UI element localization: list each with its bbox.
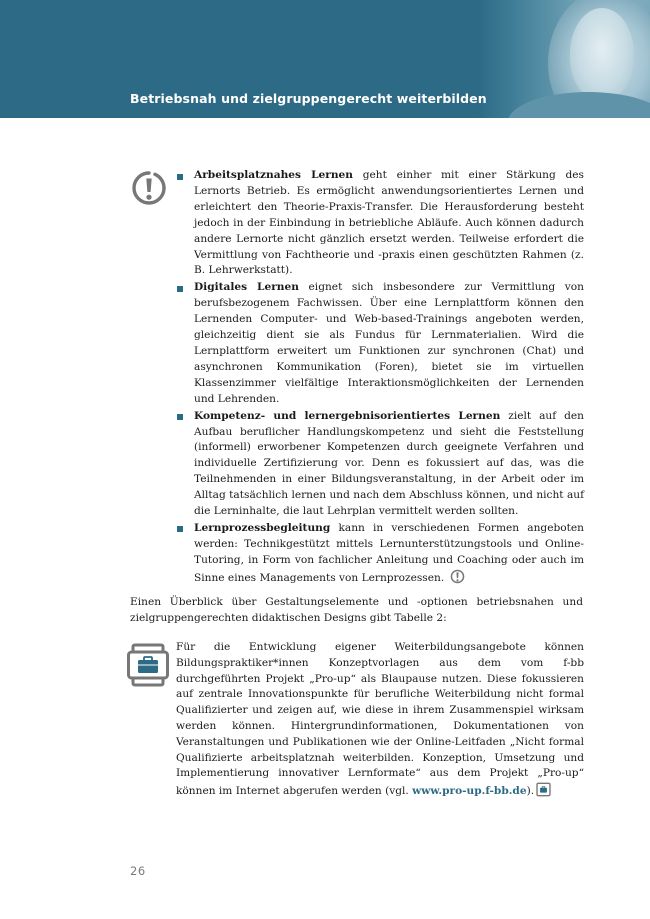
bullet-square	[177, 174, 183, 180]
bullet-term: Arbeitsplatznahes Lernen	[194, 169, 353, 181]
header-photo	[478, 0, 650, 118]
photo-shoulder	[508, 92, 650, 118]
bullet-item	[176, 280, 584, 407]
briefcase-icon	[127, 643, 169, 687]
bullet-term: Lernprozessbegleitung	[194, 521, 331, 534]
info-box-suffix: ).	[526, 785, 535, 798]
bullet-text: zielt auf den Aufbau beruflicher Handlungskompetenz und sieht die Feststellung (informell) erworbener Kompetenzen durch geeignete Verfahren und individuelle Zertifizierung vor. Denn es fokussiert auf das, was die Teilnehmenden in einer Bildungsveranstaltung, in der Arbeit oder im Alltag tatsächlich lernen und nach dem Abschluss können, und nicht auf die Lerninhalte, die laut Lehrplan vermittelt werden sollten.	[194, 409, 584, 518]
bullet-text: geht einher mit einer Stärkung des Lernorts Betrieb. Es ermöglicht anwendungsorientiertes Lernen und erleichtert den Theorie-Praxis-Transfer. Die Herausforderung besteht jedoch in der Einbindung in betriebliche Abläufe. Auch können dadurch andere Lernorte nicht gänzlich ersetzt werden. Teilweise erfordert die Vermittlung von Fachtheorie und -praxis einen geschützten Rahmen (z. B. Lehrwerkstatt).	[194, 169, 584, 277]
bullet-square	[177, 286, 183, 292]
bullet-square	[177, 526, 183, 532]
photo-face	[570, 8, 634, 100]
bullet-term: Kompetenz- und lernergebnisorientiertes Lernen	[194, 409, 501, 422]
exclamation-icon	[450, 569, 465, 584]
intro-paragraph: Einen Überblick über Gestaltungselemente und -optionen betriebsnahen und zielgruppengerechten didaktischen Designs gibt Tabelle 2:	[130, 596, 583, 624]
briefcase-icon	[536, 782, 551, 797]
bullet-term: Digitales Lernen	[194, 281, 299, 294]
bullet-square	[177, 414, 183, 420]
bullet-text: kann in verschiedenen Formen angeboten werden: Technikgestützt mittels Lernunterstützungstools und Online-Tutoring, in Form von fachlicher Anleitung und Coaching oder auch im Sinne eines Managements von Lernprozessen.	[194, 521, 584, 584]
bullet-text: eignet sich insbesondere zur Vermittlung von berufsbezogenem Fachwissen. Über eine Lernplattform können den Lernenden Computer- und Web-based-Trainings angeboten werden, gleichzeitig dient sie als Fundus für Lernmaterialien. Wird die Lernplattform erweitert um Funktionen zur synchronen (Chat) und asynchronen Kommunikation (Foren), bietet sie im virtuellen Klassenzimmer vielfältige Interaktionsmöglichkeiten der Lernenden und Lehrenden.	[194, 281, 584, 405]
page-header	[0, 0, 650, 118]
page-number: 26	[130, 864, 146, 878]
bullet-list	[176, 168, 584, 588]
bullet-item	[176, 521, 584, 587]
chapter-title: Betriebsnah und zielgruppengerecht weiterbilden	[130, 91, 487, 106]
bullet-item	[176, 409, 584, 520]
bullet-item	[176, 168, 584, 279]
info-box-body: Für die Entwicklung eigener Weiterbildungsangebote können Bildungspraktiker*innen Konzeptvorlagen aus dem vom f-bb durchgeführten Projekt „Pro-up“ als Blaupause nutzen. Diese fokussieren auf zentrale Innovationspunkte für berufliche Weiterbildung nicht formal Qualifizierter und zeigen auf, wie diese in ihrem Zusammenspiel wirksam werden können. Hintergrundinformationen, Dokumentationen von Veranstaltungen und Publikationen wie der Online-Leitfaden „Nicht formal Qualifizierte arbeitsplatznah weiterbilden. Konzeption, Umsetzung und Implementierung innovativer Lernformate“ aus dem Projekt „Pro-up“ können im Internet abgerufen werden (vgl.	[176, 641, 584, 798]
info-box-text	[176, 640, 584, 800]
project-link[interactable]: www.pro-up.f-bb.de	[412, 785, 527, 798]
exclamation-icon	[131, 170, 167, 206]
